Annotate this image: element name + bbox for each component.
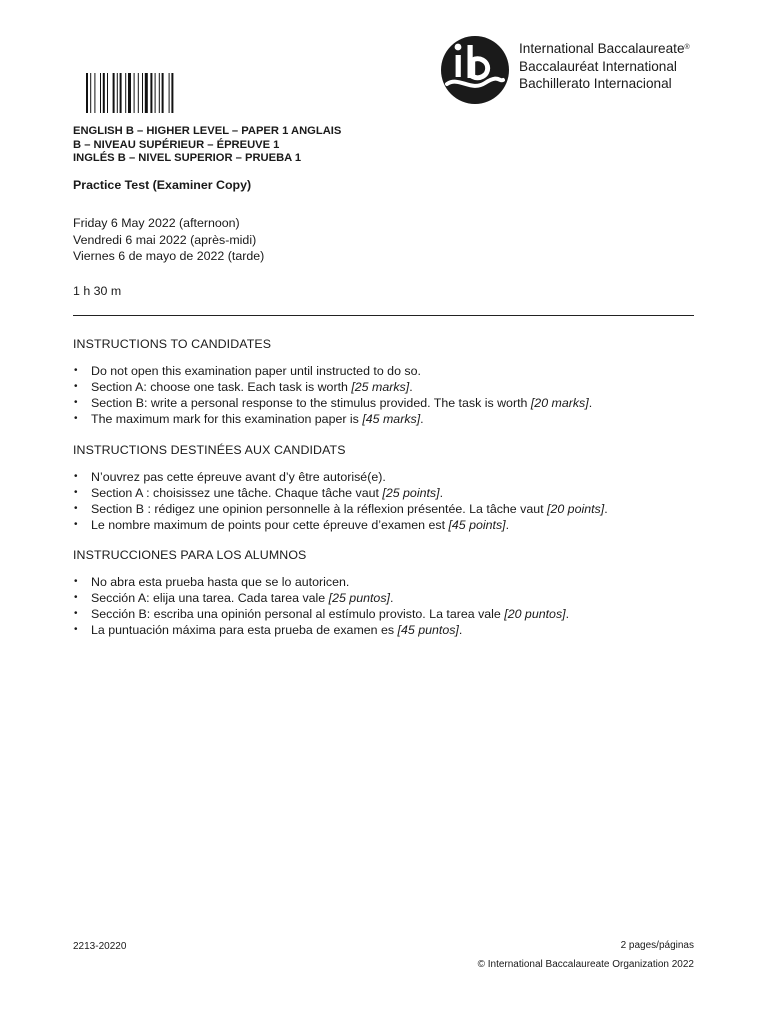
instructions-list-en [73, 363, 592, 427]
copyright-notice: © International Baccalaureate Organization 2022 [477, 959, 694, 970]
instruction-item: • Sección B: escriba una opinión personal al estímulo provisto. La tarea vale [20 puntos]. [74, 607, 570, 621]
exam-duration: 1 h 30 m [73, 284, 122, 298]
mark-value: [45 points] [448, 518, 506, 532]
mark-value: [20 puntos] [504, 607, 566, 621]
exam-dates [73, 215, 264, 265]
instruction-item: • Do not open this examination paper until instructed to do so. [74, 364, 421, 378]
exam-date-es: Viernes 6 de mayo de 2022 (tarde) [73, 249, 265, 263]
organization-names [519, 40, 690, 93]
instructions-list-fr [73, 469, 608, 533]
mark-value: [25 puntos] [328, 591, 390, 605]
instruction-item: • No abra esta prueba hasta que se lo autoricen. [74, 575, 350, 589]
page-count: 2 pages/páginas [620, 940, 694, 951]
exam-title-line: B – NIVEAU SUPÉRIEUR – ÉPREUVE 1 [73, 138, 280, 151]
instruction-item: • La puntuación máxima para esta prueba de examen es [45 puntos]. [74, 623, 463, 637]
divider [73, 315, 694, 316]
org-name-es: Bachillerato Internacional [519, 76, 672, 91]
practice-label: Practice Test (Examiner Copy) [73, 178, 252, 192]
org-name-en: International Baccalaureate® [519, 41, 690, 56]
instruction-item: • N’ouvrez pas cette épreuve avant d’y être autorisé(e). [74, 470, 386, 484]
instructions-title-en: INSTRUCTIONS TO CANDIDATES [73, 337, 272, 351]
instruction-item: • Section A : choisissez une tâche. Chaque tâche vaut [25 points]. [74, 486, 444, 500]
instruction-item: • Section A: choose one task. Each task is worth [25 marks]. [74, 380, 413, 394]
org-name-fr: Baccalauréat International [519, 58, 677, 74]
exam-title [73, 125, 341, 166]
mark-value: [25 points] [382, 486, 440, 500]
exam-date-en: Friday 6 May 2022 (afternoon) [73, 216, 240, 230]
instructions-title-fr: INSTRUCTIONS DESTINÉES AUX CANDIDATS [73, 443, 346, 457]
mark-value: [25 marks] [351, 380, 410, 394]
registered-mark: ® [684, 44, 690, 51]
barcode [86, 73, 202, 113]
instruction-item: • The maximum mark for this examination paper is [45 marks]. [74, 412, 424, 426]
instructions-title-es: INSTRUCCIONES PARA LOS ALUMNOS [73, 548, 307, 562]
instruction-item: • Section B: write a personal response to the stimulus provided. The task is worth [20 marks]. [74, 396, 593, 410]
exam-date-fr: Vendredi 6 mai 2022 (après-midi) [73, 232, 257, 247]
exam-title-line: ENGLISH B – HIGHER LEVEL – PAPER 1 ANGLAIS [73, 125, 342, 137]
ib-logo-icon [441, 36, 509, 104]
paper-code: 2213-20220 [73, 941, 127, 952]
mark-value: [45 puntos] [397, 623, 459, 637]
mark-value: [20 marks] [530, 396, 589, 410]
exam-title-line: INGLÉS B – NIVEL SUPERIOR – PRUEBA 1 [73, 152, 302, 165]
instruction-item: • Le nombre maximum de points pour cette épreuve d’examen est [45 points]. [74, 518, 510, 532]
mark-value: [20 points] [547, 502, 605, 516]
mark-value: [45 marks] [362, 412, 421, 426]
instruction-item: • Sección A: elija una tarea. Cada tarea vale [25 puntos]. [74, 591, 394, 605]
instruction-item: • Section B : rédigez une opinion personnelle à la réflexion présentée. La tâche vaut [20 points]. [74, 502, 608, 516]
instructions-list-es [73, 574, 569, 638]
